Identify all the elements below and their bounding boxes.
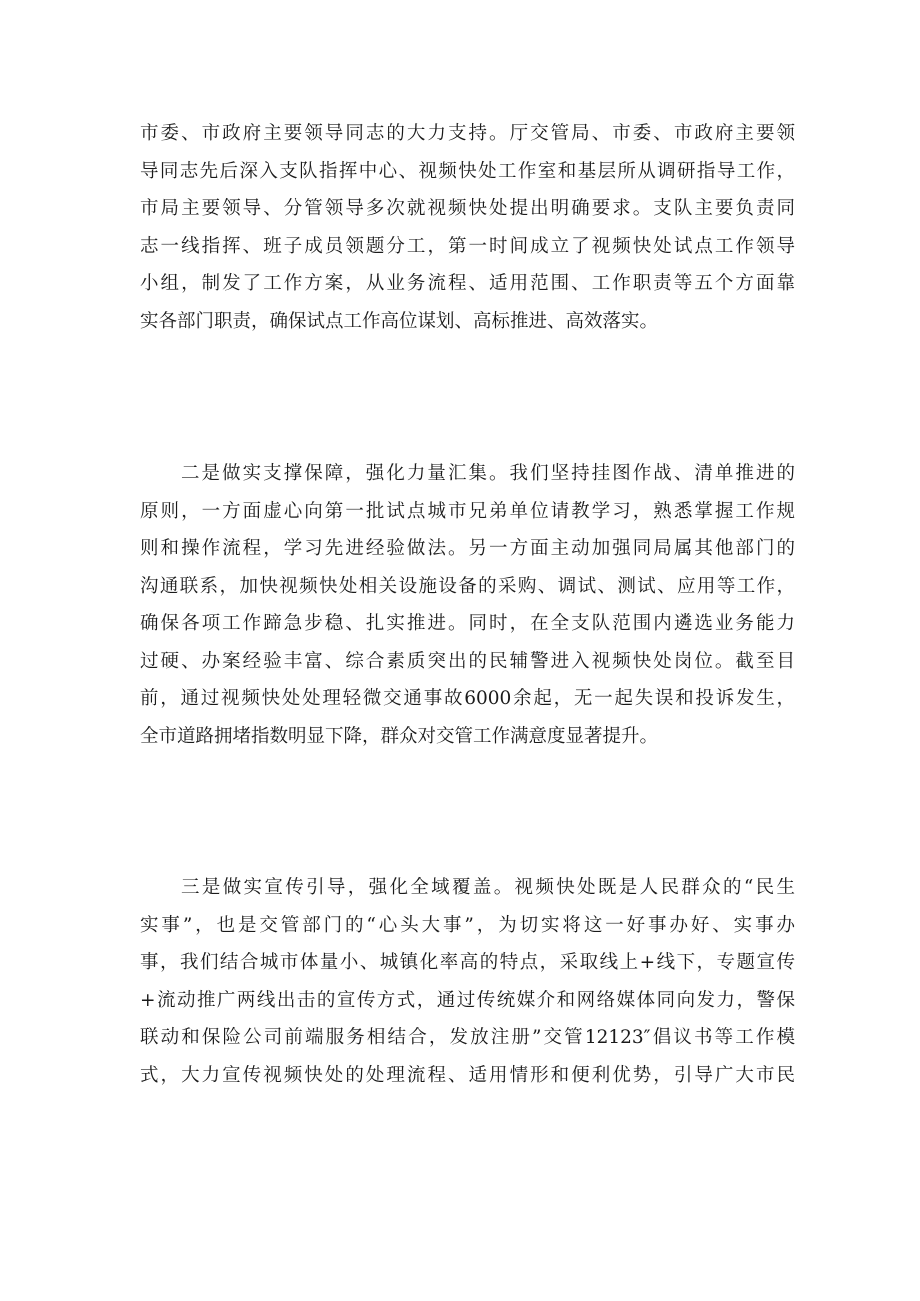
text-line: 市局主要领导、分管领导多次就视频快处提出明确要求。支队主要负责同 xyxy=(140,198,795,219)
text-line: 确保各项工作蹄急步稳、扎实推进。同时，在全支队范围内遴选业务能力 xyxy=(140,613,795,634)
text-line: 前，通过视频快处处理轻微交通事故6000余起，无一起失误和投诉发生， xyxy=(140,688,795,709)
text-line: 联动和保险公司前端服务相结合，发放注册”交管12123″倡议书等工作模 xyxy=(140,1027,795,1048)
text-line: 式，大力宣传视频快处的处理流程、适用情形和便利优势，引导广大市民 xyxy=(140,1064,795,1086)
text-line: 志一线指挥、班子成员领题分工，第一时间成立了视频快处试点工作领导 xyxy=(140,235,795,257)
paragraph-leadership-support xyxy=(140,115,795,340)
paragraph-support-guarantee xyxy=(140,455,795,755)
text-line: +流动推广两线出击的宣传方式，通过传统媒介和网络媒体同向发力，警保 xyxy=(140,989,795,1011)
text-line: 三是做实宣传引导，强化全域覆盖。视频快处既是人民群众的“民生 xyxy=(181,877,795,898)
text-line: 二是做实支撑保障，强化力量汇集。我们坚持挂图作战、清单推进的 xyxy=(181,463,795,484)
text-line: 市委、市政府主要领导同志的大力支持。厅交管局、市委、市政府主要领 xyxy=(140,123,795,144)
text-line: 小组，制发了工作方案，从业务流程、适用范围、工作职责等五个方面靠 xyxy=(140,273,795,294)
text-line: 则和操作流程，学习先进经验做法。另一方面主动加强同局属其他部门的 xyxy=(140,538,795,559)
paragraph-publicity-guidance xyxy=(140,869,795,1094)
text-line: 事，我们结合城市体量小、城镇化率高的特点，采取线上+线下，专题宣传 xyxy=(140,952,795,973)
text-line: 全市道路拥堵指数明显下降，群众对交管工作满意度显著提升。 xyxy=(140,725,659,747)
text-line: 实各部门职责，确保试点工作高位谋划、高标推进、高效落实。 xyxy=(140,310,659,332)
text-line: 过硬、办案经验丰富、综合素质突出的民辅警进入视频快处岗位。截至目 xyxy=(140,650,795,672)
text-line: 沟通联系，加快视频快处相关设施设备的采购、调试、测试、应用等工作， xyxy=(140,575,795,597)
text-line: 原则，一方面虚心向第一批试点城市兄弟单位请教学习，熟悉掌握工作规 xyxy=(140,500,795,522)
text-line: 导同志先后深入支队指挥中心、视频快处工作室和基层所从调研指导工作， xyxy=(140,160,795,182)
text-line: 实事”，也是交管部门的“心头大事”，为切实将这一好事办好、实事办 xyxy=(140,914,795,936)
